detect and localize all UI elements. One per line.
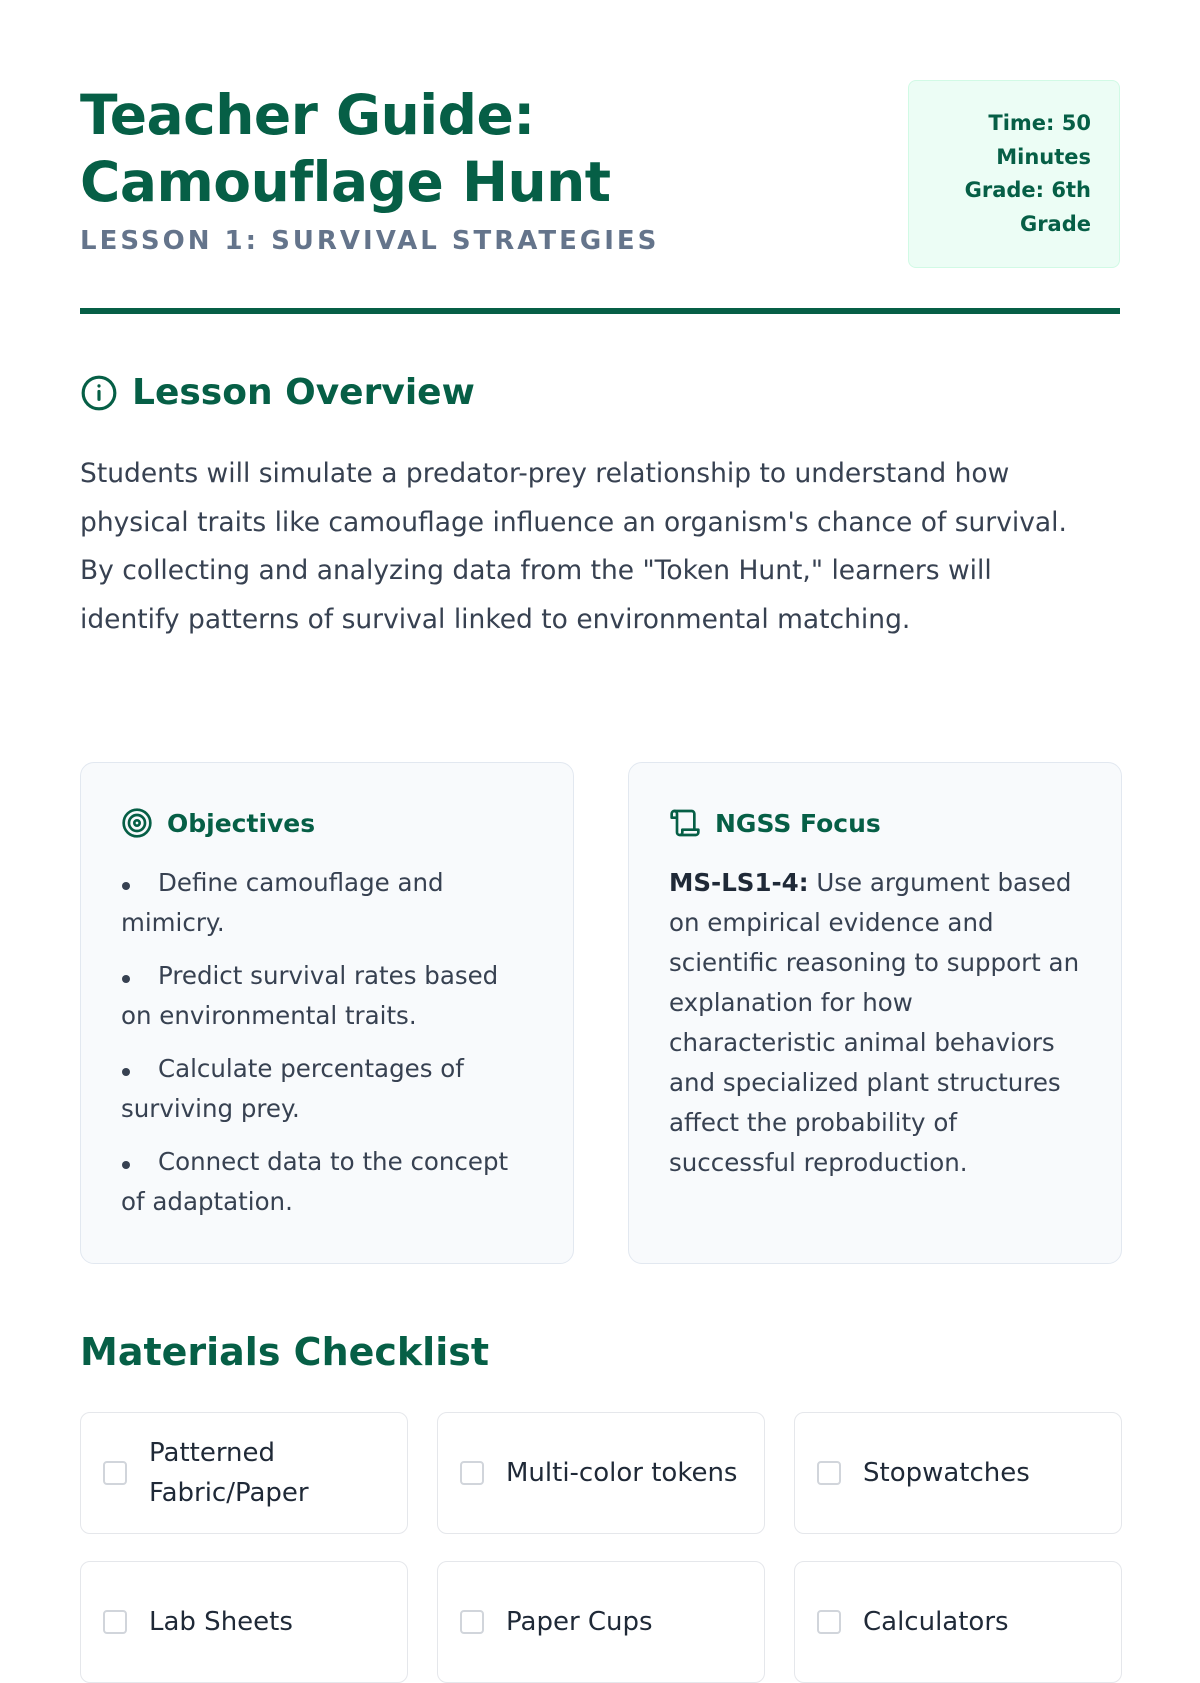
header-divider [80,308,1120,314]
overview-heading [80,372,475,413]
material-item[interactable] [794,1561,1122,1683]
time-label: Time: 50 Minutes [988,111,1091,169]
material-item[interactable] [437,1412,765,1534]
objectives-card [80,762,574,1264]
target-icon [121,807,153,839]
scroll-icon [669,807,701,839]
page-title: Teacher Guide: Camouflage Hunt [80,83,611,214]
objectives-list [121,863,533,1222]
overview-text: Students will simulate a predator-prey relationship to understand how physical traits like camouflage influence an organism's chance of survival. By collecting and analyzing data from the "Token Hunt," learners will identify patterns of survival linked to environmental matching. [80,458,1067,635]
objectives-heading-text: Objectives [167,808,316,838]
ngss-standard-code: MS-LS1-4: [669,868,809,897]
material-item[interactable] [794,1412,1122,1534]
material-item[interactable] [80,1412,408,1534]
material-label: Calculators [863,1607,1009,1637]
objectives-heading [121,803,533,843]
ngss-standard-text: Use argument based on empirical evidence and scientific reasoning to support an explanation for how characteristic animal behaviors and specialized plant structures affect the probability of successful reproduction. [669,868,1080,1177]
material-label: Patterned Fabric/Paper [149,1438,309,1508]
lesson-subtitle: LESSON 1: SURVIVAL STRATEGIES [80,226,660,256]
ngss-description [669,863,1081,1183]
overview-heading-text: Lesson Overview [132,372,475,413]
grade-label: Grade: 6th Grade [964,178,1091,236]
material-label: Multi-color tokens [506,1458,738,1488]
objective-item: Predict survival rates based on environmental traits. [121,956,533,1036]
material-label: Stopwatches [863,1458,1030,1488]
lesson-meta-box [908,80,1120,268]
info-icon [80,374,118,412]
material-checkbox[interactable] [817,1461,841,1485]
material-checkbox[interactable] [103,1610,127,1634]
ngss-heading [669,803,1081,843]
material-checkbox[interactable] [460,1610,484,1634]
ngss-heading-text: NGSS Focus [715,808,881,838]
objective-item: Define camouflage and mimicry. [121,863,533,943]
materials-checklist [80,1412,1122,1683]
objective-item: Connect data to the concept of adaptation. [121,1142,533,1222]
material-checkbox[interactable] [103,1461,127,1485]
page-header [80,0,1120,318]
material-checkbox[interactable] [460,1461,484,1485]
material-item[interactable] [80,1561,408,1683]
materials-heading: Materials Checklist [80,1330,490,1374]
material-label: Lab Sheets [149,1607,293,1637]
objective-item: Calculate percentages of surviving prey. [121,1049,533,1129]
material-checkbox[interactable] [817,1610,841,1634]
material-item[interactable] [437,1561,765,1683]
material-label: Paper Cups [506,1607,653,1637]
ngss-card [628,762,1122,1264]
